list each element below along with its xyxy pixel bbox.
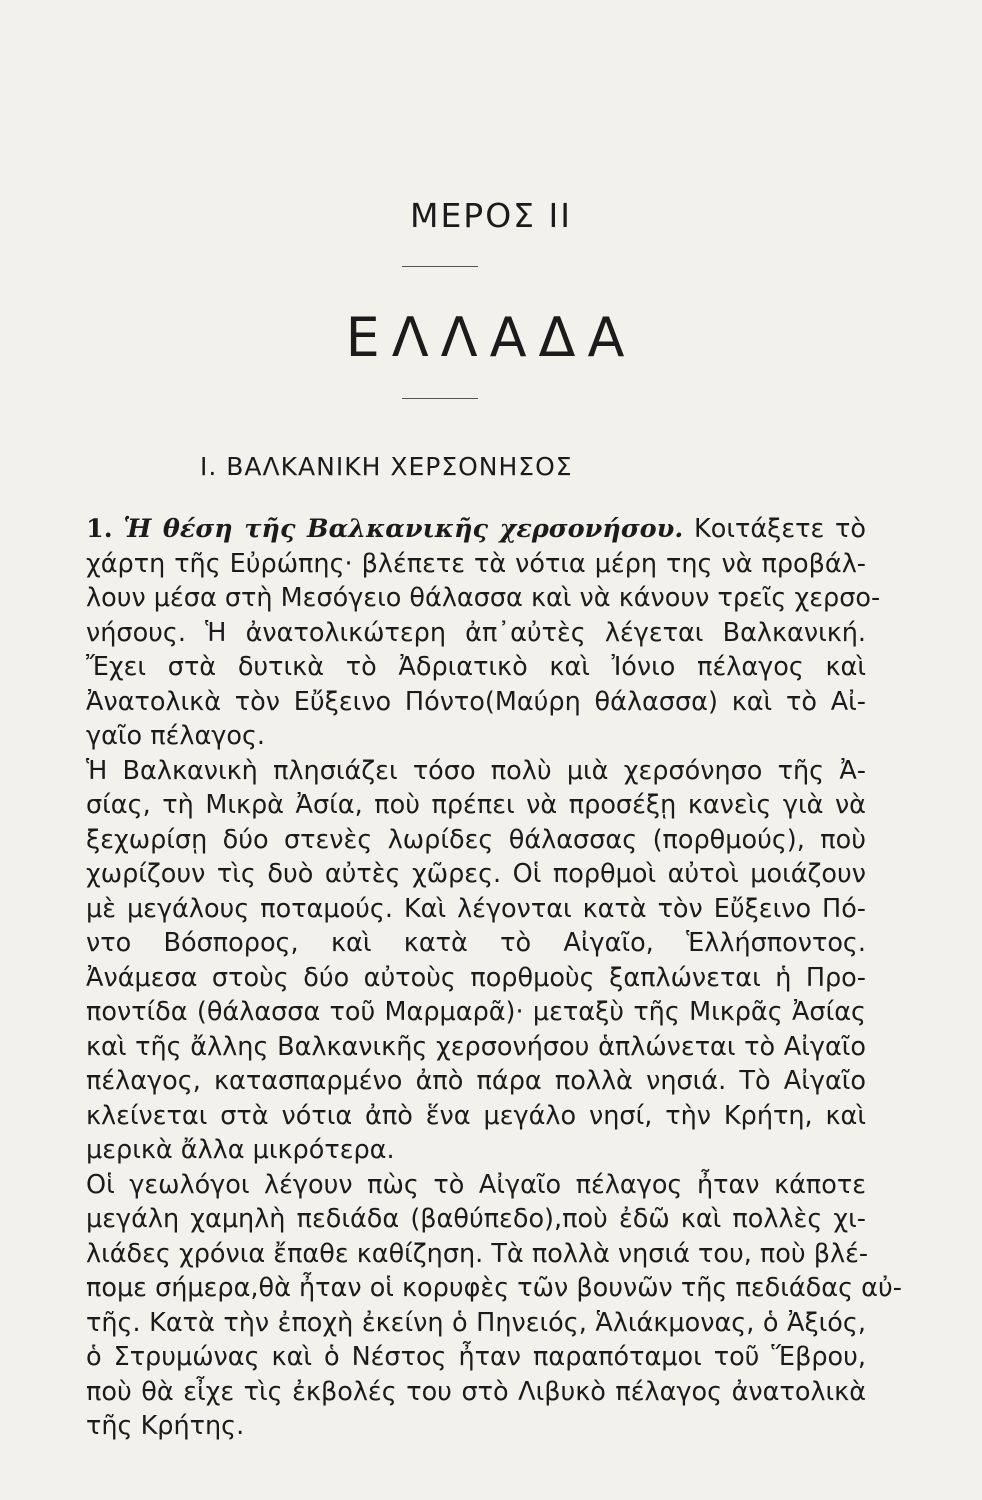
text-line: γαῖο πέλαγος. bbox=[86, 721, 266, 751]
text-line: Ἀνατολικὰ τὸν Εὔξεινο Πόντο(Μαύρη θάλασσα) καὶ τὸ Αἰ- bbox=[86, 686, 866, 717]
text-line: Ἀνάμεσα στοὺς δύο αὐτοὺς πορθμοὺς ξαπλώνεται ἡ Προ- bbox=[86, 962, 866, 993]
text-line: χωρίζουν τὶς δυὸ αὐτὲς χῶρες. Οἱ πορθμοὶ αὐτοὶ μοιάζουν bbox=[86, 859, 866, 889]
text-line: μερικὰ ἄλλα μικρότερα. bbox=[86, 1135, 395, 1165]
text-line: Ἡ Βαλκανικὴ πλησιάζει τόσο πολὺ μιὰ χερσόνησο τῆς Ἀ- bbox=[86, 755, 866, 786]
text-line: μεγάλη χαμηλὴ πεδιάδα (βαθύπεδο),ποὺ ἐδῶ καὶ πολλὲς χι- bbox=[86, 1204, 866, 1234]
text-line: μὲ μεγάλους ποταμούς. Καὶ λέγονται κατὰ τὸν Εὔξεινο Πό- bbox=[86, 893, 866, 924]
body-text bbox=[86, 512, 902, 1444]
section-heading: Ἡ θέση τῆς Βαλκανικῆς χερσονήσου. bbox=[123, 514, 684, 544]
text-line: καὶ τῆς ἄλλης Βαλκανικῆς χερσονήσου ἁπλώνεται τὸ Αἰγαῖο bbox=[86, 1031, 866, 1062]
part-title: ΜΕΡΟΣ ΙΙ bbox=[409, 196, 572, 235]
divider-top bbox=[402, 266, 478, 267]
text-line: Ἔχει στὰ δυτικὰ τὸ Ἀδριατικὸ καὶ Ἰόνιο πέλαγος καὶ bbox=[86, 652, 866, 682]
text-line: σίας, τὴ Μικρὰ Ἀσία, ποὺ πρέπει νὰ προσέξῃ κανεὶς γιὰ νὰ bbox=[86, 790, 866, 820]
text-line: λιάδες χρόνια ἔπαθε καθίζηση. Τὰ πολλὰ νησιά του, ποὺ βλέ- bbox=[86, 1238, 869, 1269]
text-line bbox=[86, 512, 866, 547]
text-line: τῆς Κρήτης. bbox=[86, 1411, 245, 1441]
text-line: κλείνεται στὰ νότια ἀπὸ ἕνα μεγάλο νησί, τὴν Κρήτη, καὶ bbox=[86, 1100, 866, 1131]
chapter-title: Ι. ΒΑΛΚΑΝΙΚΗ ΧΕΡΣΟΝΗΣΟΣ bbox=[200, 452, 573, 481]
text-line: ποντίδα (θάλασσα τοῦ Μαρμαρᾶ)· μεταξὺ τῆς Μικρᾶς Ἀσίας bbox=[86, 997, 866, 1027]
text-line: νήσους. Ἡ ἀνατολικώτερη ἀπ᾽αὐτὲς λέγεται Βαλκανική. bbox=[86, 617, 866, 648]
text-line: ξεχωρίσῃ δύο στενὲς λωρίδες θάλασσας (πορθμούς), ποὺ bbox=[86, 824, 866, 855]
text-line: ὁ Στρυμώνας καὶ ὁ Νέστος ἦταν παραπόταμοι τοῦ Ἕβρου, bbox=[86, 1342, 866, 1372]
text-line: πέλαγος, κατασπαρμένο ἀπὸ πάρα πολλὰ νησιά. Τὸ Αἰγαῖο bbox=[86, 1066, 866, 1096]
section-number: 1. bbox=[86, 514, 113, 544]
text-line: ντο Βόσπορος, καὶ κατὰ τὸ Αἰγαῖο, Ἑλλήσποντος. bbox=[86, 928, 866, 958]
text-line: τῆς. Κατὰ τὴν ἐποχὴ ἐκείνη ὁ Πηνειός, Ἁλιάκμονας, ὁ Ἀξιός, bbox=[86, 1307, 866, 1338]
text-line: Οἱ γεωλόγοι λέγουν πὼς τὸ Αἰγαῖο πέλαγος ἦταν κάποτε bbox=[86, 1169, 866, 1200]
text-line: πομε σήμερα,θὰ ἦταν οἱ κορυφὲς τῶν βουνῶν τῆς πεδιάδας αὐ- bbox=[86, 1273, 902, 1303]
first-line-text: Κοιτάξετε τὸ bbox=[694, 514, 866, 544]
text-line: χάρτη τῆς Εὐρώπης· βλέπετε τὰ νότια μέρη της νὰ προβάλ- bbox=[86, 548, 866, 579]
text-line: ποὺ θὰ εἶχε τὶς ἐκβολές του στὸ Λιβυκὸ πέλαγος ἀνατολικὰ bbox=[86, 1376, 866, 1407]
main-title: ΕΛΛΑΔΑ bbox=[345, 306, 637, 369]
text-line: λουν μέσα στὴ Μεσόγειο θάλασσα καὶ νὰ κάνουν τρεῖς χερσο- bbox=[86, 583, 881, 613]
divider-bottom bbox=[402, 398, 478, 399]
